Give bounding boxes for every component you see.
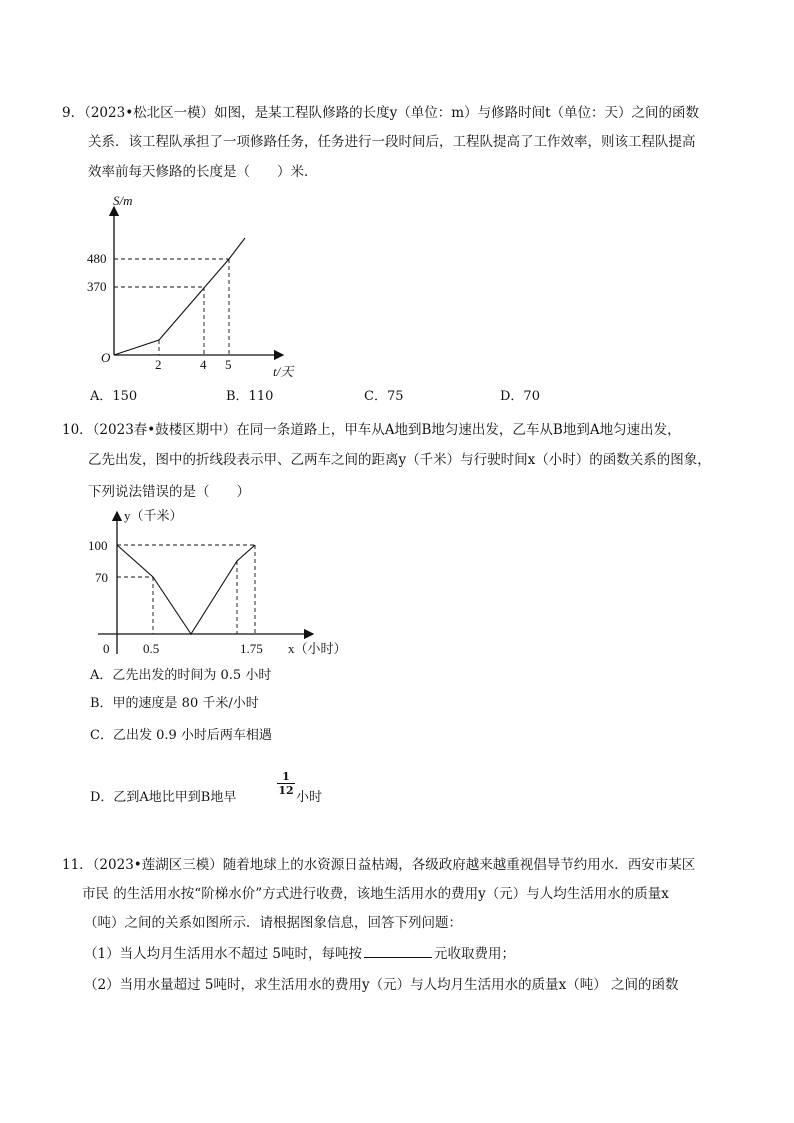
q9-option-d[interactable]: D．70 [500, 389, 540, 404]
q11-sub1-unit: 元收取费用； [433, 946, 515, 962]
q9-figure [87, 193, 295, 379]
q10-option-a[interactable]: A．乙先出发的时间为 0.5 小时 [90, 668, 272, 683]
y-tick-100: 100 [88, 538, 108, 553]
guide-lines [114, 259, 229, 355]
y-tick-480: 480 [87, 251, 107, 266]
q10-option-b[interactable]: B．甲的速度是 80 千米/小时 [90, 696, 259, 711]
x-tick-0.5: 0.5 [143, 641, 160, 656]
q11-sub1-text: （1）当人均月生活用水不超过 5吨时，每吨按 [84, 946, 362, 962]
fraction-numerator: 1 [282, 770, 290, 783]
q10-line-3: 下列说法错误的是（ ） [88, 484, 250, 500]
q11-sub1 [84, 945, 515, 963]
q9-line-2: 关系．该工程队承担了一项修路任务，任务进行一段时间后，工程队提高了工作效率，则该工程队提高 [88, 134, 696, 150]
x-axis-label: x（小时） [288, 641, 347, 656]
q11-line-3: （吨）之间的关系如图所示．请根据图象信息，回答下列问题： [84, 915, 462, 931]
y-tick-70: 70 [95, 570, 108, 585]
q9-line-3: 效率前每天修路的长度是（ ）米． [88, 164, 318, 180]
y-axis-label: y（千米） [124, 508, 183, 523]
fraction-unit: 小时 [296, 790, 323, 805]
road-length-line [114, 238, 245, 355]
x-tick-1.75: 1.75 [240, 641, 263, 656]
guide-lines [117, 545, 255, 634]
origin-label: 0 [103, 641, 110, 656]
q11-sub2: （2）当用水量超过 5吨时，求生活用水的费用y（元）与人均月生活用水的质量x（吨） 之间的函数 [84, 977, 679, 993]
distance-line [117, 545, 255, 634]
q9-option-a[interactable]: A．150 [90, 389, 138, 404]
y-tick-370: 370 [87, 279, 107, 294]
y-axis-label: S/m [113, 193, 133, 208]
q9-option-b[interactable]: B．110 [226, 389, 274, 404]
q9-line-1: 9．（2023•松北区一模）如图，是某工程队修路的长度y（单位：m）与修路时间t（单位：天）之间的函数 [62, 105, 700, 121]
q10-option-c[interactable]: C．乙出发 0.9 小时后两车相遇 [90, 728, 272, 743]
q9-option-c[interactable]: C．75 [364, 389, 404, 404]
q10-option-d[interactable]: D．乙到A地比甲到B地早 [90, 790, 237, 805]
x-axis-label: t/天 [273, 364, 294, 379]
q11-line-2: 市民 的生活用水按“阶梯水价”方式进行收费，该地生活用水的费用y（元）与人均生活用水的质量x [82, 886, 669, 902]
q10-line-2: 乙先出发，图中的折线段表示甲、乙两车之间的距离y（千米）与行驶时间x（小时）的函数关系的图象， [88, 452, 711, 468]
x-tick-4: 4 [200, 357, 207, 372]
q10-line-1: 10．（2023春•鼓楼区期中）在同一条道路上，甲车从A地到B地匀速出发，乙车从B地到A地匀速出发， [62, 422, 681, 438]
answer-blank[interactable] [364, 945, 432, 958]
origin-label: O [101, 350, 111, 365]
q10-figure [88, 508, 347, 656]
x-tick-5: 5 [225, 357, 232, 372]
fraction-denominator: 12 [278, 784, 294, 797]
fraction [277, 770, 295, 797]
q11-line-1: 11．（2023•莲湖区三模）随着地球上的水资源日益枯竭，各级政府越来越重视倡导节约用水．西安市某区 [62, 857, 696, 873]
x-tick-2: 2 [155, 357, 162, 372]
